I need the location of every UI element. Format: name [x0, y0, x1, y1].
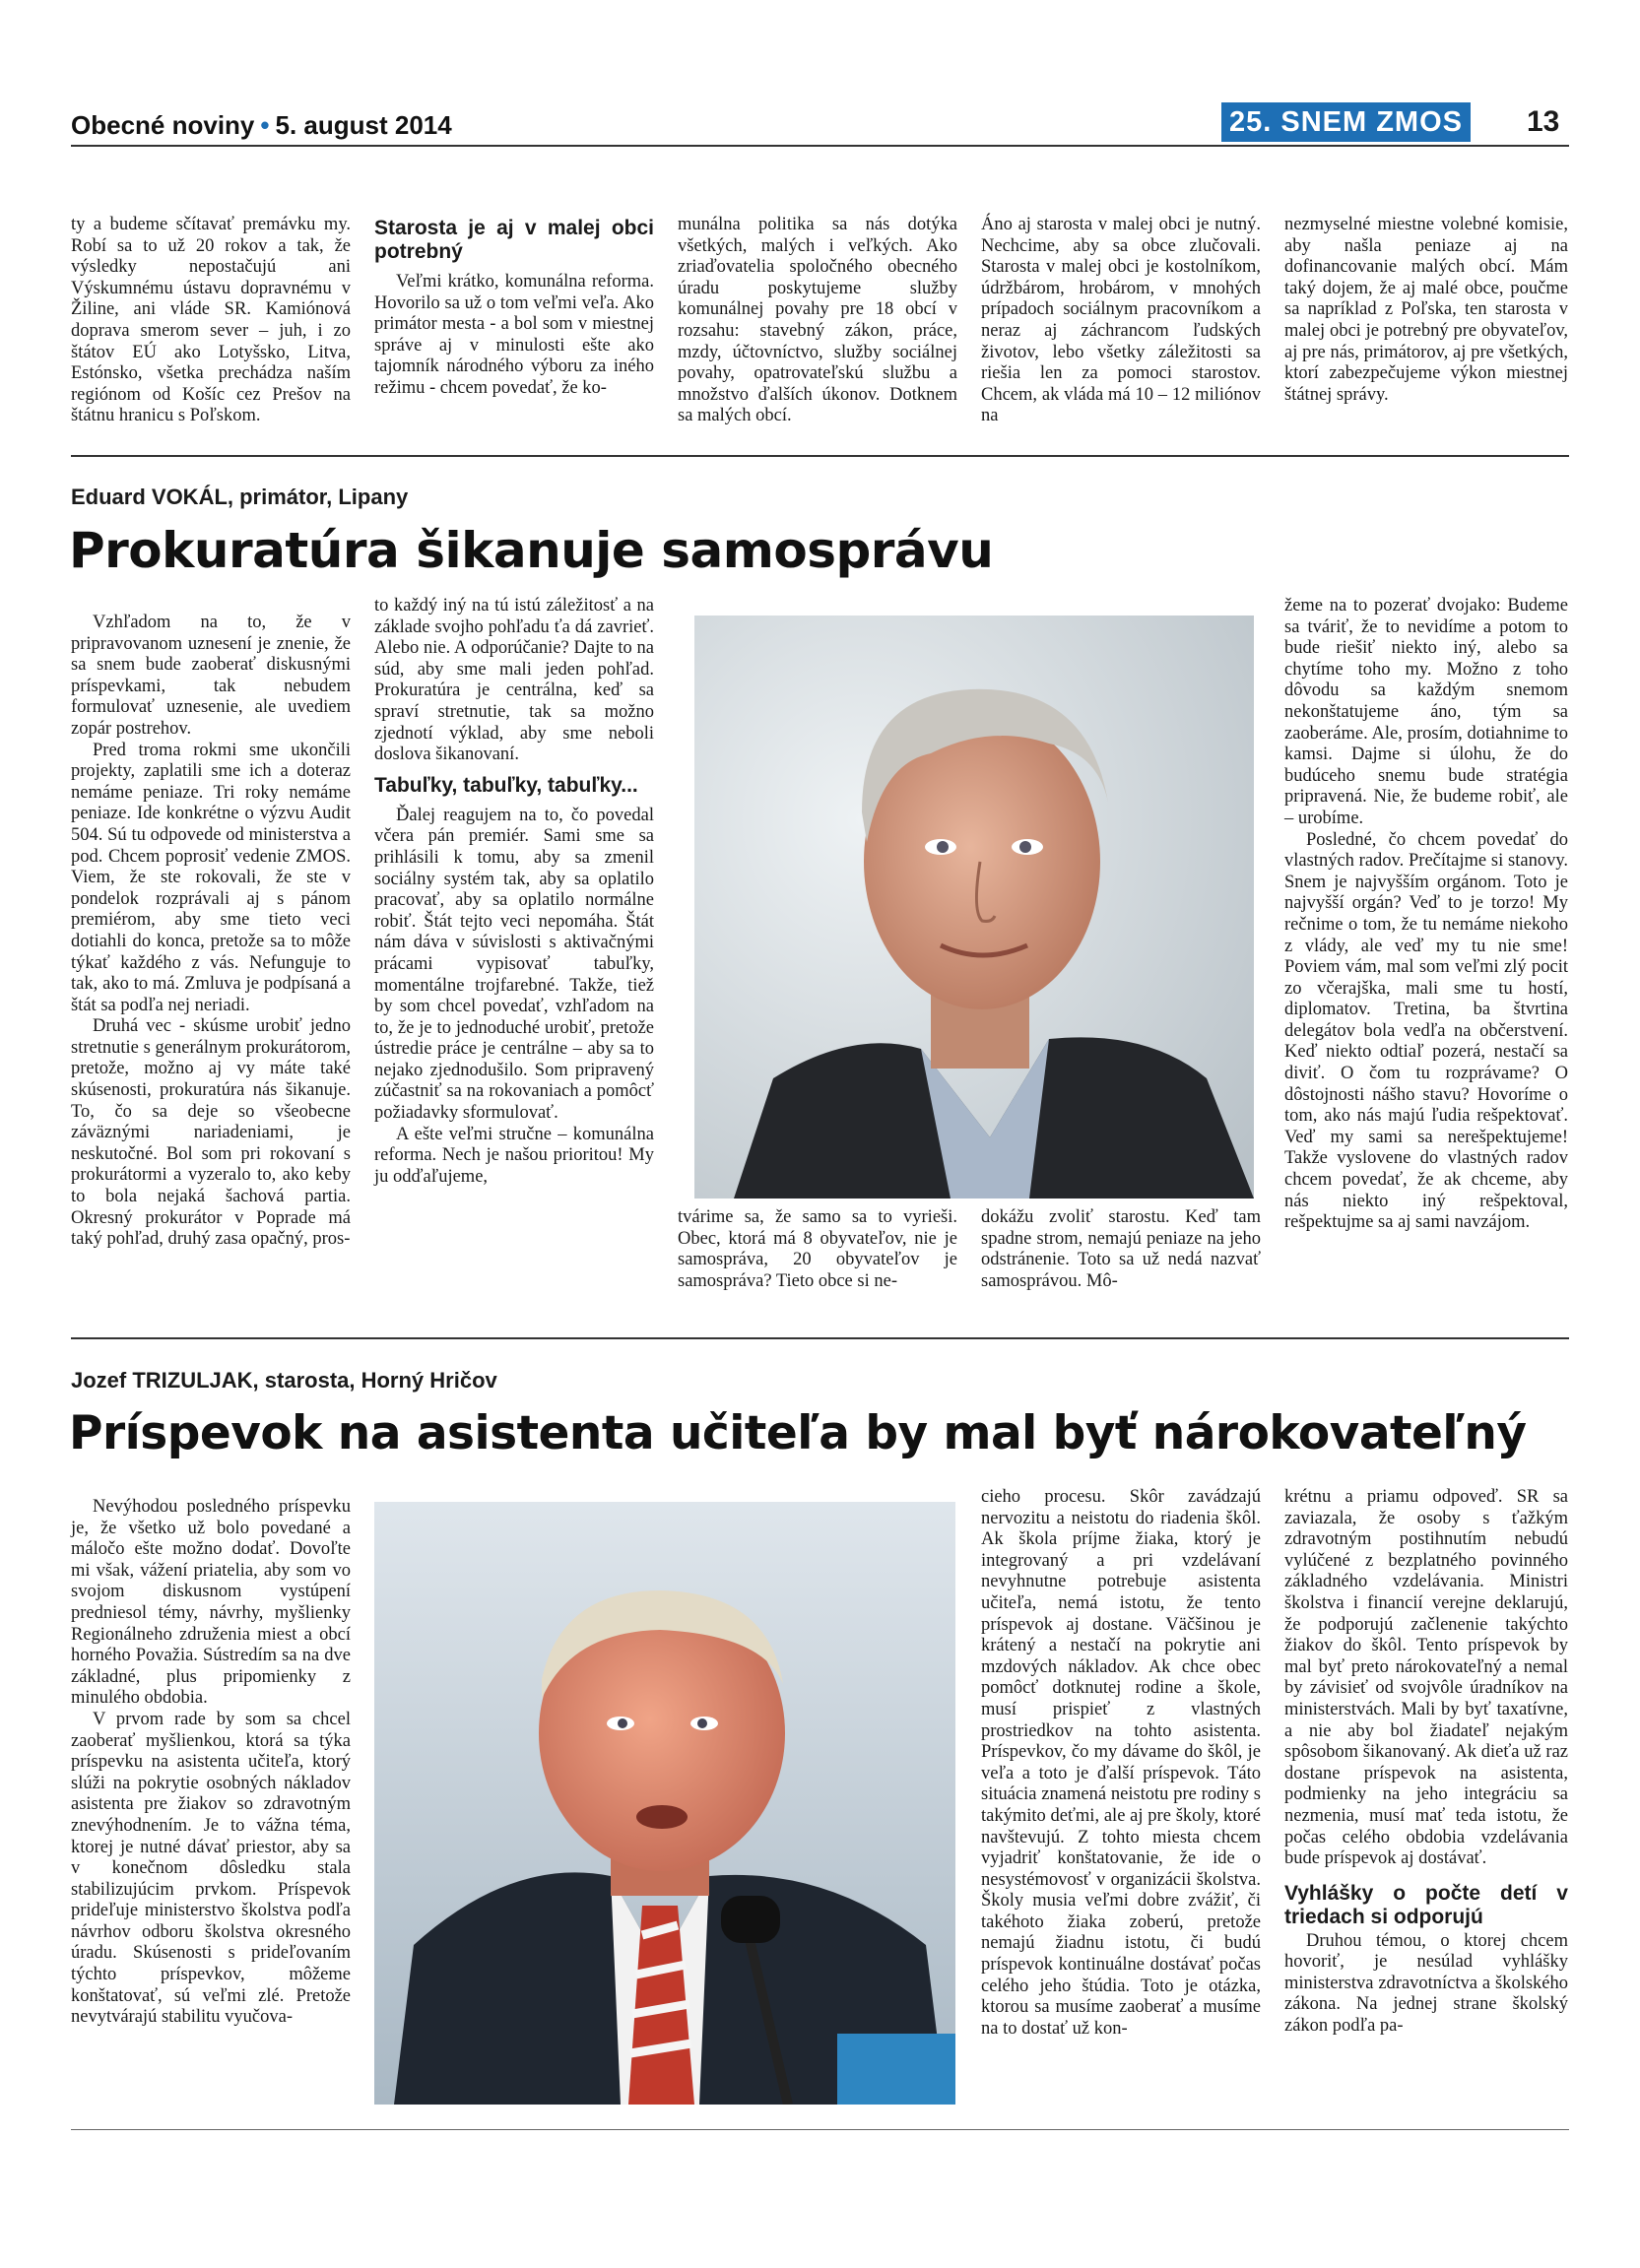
article1-paragraph: Posledné, čo chcem povedať do vlastných radov. Prečítajme si stanovy. Snem je najvyšším orgánom. Toto je najvyšší orgán? Veď to je torzo! My rečnime o tom, že tu nemáme niekoho z vlády, ale veď my tu nie sme! Poviem vám, mal som veľmi zlý pocit zo včerajška, mali sme tu hostí, diplomatov. Tretina, ba štvrtina delegátov bola vedľa na občerstvení. Keď niekto odtiaľ pozerá, nestačí sa diviť. O čom tu rozprávame? O dôstojnosti nášho stavu? Hovoríme o tom, ako nás majú ľudia rešpektovať. Veď my sami sa nerešpektujeme! Takže vyslovene do vlastných radov chcem povedať, že ak chceme, aby nás niekto iný rešpektoval, rešpektujme sa aj sami navzájom.: [1284, 829, 1568, 1233]
top-col-5: [1284, 215, 1568, 406]
top-col-5-text: nezmyselné miestne volebné komisie, aby našla peniaze aj na dofinancovanie malých obcí. Mám taký dojem, že aj malé obce, poučme sa napríklad z Poľska, ten starosta v malej obci je potrebný pre obyvateľov, aj pre nás, primátorov, aj pre všetkých, ktorí zabezpečujeme výkon miestnej štátnej správy.: [1284, 215, 1568, 405]
speaker-illustration: [374, 1502, 955, 2105]
article1-col-5: [1284, 596, 1568, 1234]
article2-paragraph: krétnu a priamu odpoveď. SR sa zaviazala, že osoby s ťažkým zdravotným postihnutím nebudú vylúčené z bezplatného povinného základného vzdelávania. Ministri školstva i financií verejne deklarujú, že podporujú začlenenie takýchto žiakov do škôl. Tento príspevok by mal byť preto nárokovateľný a nemal by závisieť od svojvôle úradníkov na ministerstvách. Mali by byť taxatívne, a nie aby bol žiadateľ nejakým spôsobom šikanovaný. Ak dieťa už raz dostane príspevok na asistenta, podmienky na jeho integráciu sa nezmenia, musí mať teda istotu, že počas celého obdobia vzdelávania bude príspevok aj dostávať.: [1284, 1487, 1568, 1869]
article1-paragraph: Druhá vec - skúsme urobiť jedno stretnutie s generálnym prokurátorom, pretože, možno aj vy máte také skúsenosti, prokuratúra nás šikanuje. To, čo sa deje so všeobecne záväznými nariadeniami, je neskutočné. Bol som pri rokovaní s prokurátormi a vyzeralo to, ako keby to bola nejaká šachová partia. Okresný prokurátor v Poprade má taký pohľad, druhý zasa opačný, pros-: [71, 1016, 351, 1250]
bullet-separator: •: [260, 110, 270, 140]
top-col-4-text: Áno aj starosta v malej obci je nutný. Nechcime, aby sa obce zlučovali. Starosta v malej obci je kostolníkom, údržbárom, hrobárom, v mnohých prípadoch sociálnym pracovníkom a neraz aj záchrancom ľudských životov, lebo všetky záležitosti sa riešia len za pomoci starostov. Chcem, ak vláda má 10 – 12 miliónov na: [981, 215, 1261, 426]
article2-byline: Jozef TRIZULJAK, starosta, Horný Hričov: [71, 1368, 497, 1393]
top-col-3-text: munálna politika sa nás dotýka všetkých, malých i veľkých. Ako zriaďovatelia spoločného obecného úradu poskytujeme služby komunálnej povahy pre 18 obcí v rozsahu: stavebný zákon, práce, mzdy, účtovníctvo, služby sociálnej povahy, opatrovateľskú službu a množstvo ďalších úkonov. Dotknem sa malých obcí.: [678, 215, 957, 426]
article-divider-2: [71, 1337, 1569, 1339]
top-col-1-text: ty a budeme sčítavať premávku my. Robí sa to už 20 rokov a tak, že výsledky nepostačujú ani Výskumnému ústavu dopravnému v Žiline, ani vláde SR. Kamiónová doprava smerom sever – juh, i zo štátov EÚ ako Lotyšsko, Litva, Estónsko, všetka prechádza naším regiónom od Košíc cez Prešov na štátnu hranicu s Poľskom.: [71, 215, 351, 426]
article1-paragraph: žeme na to pozerať dvojako: Budeme sa tváriť, že to nevidíme a potom to bude riešiť niekto iný, alebo sa chytíme toho my. Možno z toho dôvodu sa každým snemom nekonštatujeme áno, tým sa zaoberáme. Ale, prosím, dotiahnime to kamsi. Dajme si úlohu, že do budúceho snemu bude stratégia pripravená. Nie, že budeme robiť, ale – urobíme.: [1284, 596, 1568, 828]
article1-paragraph: tvárime sa, že samo sa to vyrieši. Obec, ktorá má 8 obyvateľov, nie je samospráva, 20 obyvateľov je samospráva? Tieto obce si ne-: [678, 1207, 957, 1291]
article1-paragraph: Pred troma rokmi sme ukončili projekty, zaplatili sme ich a doteraz nemáme peniaze. Tri roky nemáme peniaze. Ide konkrétne o výzvu Audit 504. Sú tu odpovede od ministerstva a pod. Chcem poprosiť vedenie ZMOS. Viem, že ste rokovali, že ste v pondelok rozprávali aj s pánom premiérom, aby sme tieto veci dotiahli do konca, pretože sa to môže týkať každého z vás. Nefunguje to tak, ako to má. Zmluva je podpísaná a štát sa podľa nej neriadi.: [71, 740, 351, 1015]
article1-paragraph: Vzhľadom na to, že v pripravovanom uznesení je znenie, že sa snem bude zaoberať diskusnými príspevkami, tak nebudem formulovať uznesenie, ale uvediem zopár postrehov.: [71, 613, 351, 739]
article1-paragraph: A ešte veľmi stručne – komunálna reforma. Nech je našou prioritou! My ju odďaľujeme,: [374, 1124, 654, 1187]
article1-headline: Prokuratúra šikanuje samosprávu: [69, 522, 994, 579]
article2-headline: Príspevok na asistenta učiteľa by mal byť nárokovateľný: [69, 1406, 1527, 1460]
top-col-3: [678, 215, 957, 427]
article-divider-1: [71, 455, 1569, 457]
article1-col-2: [374, 596, 654, 1188]
article2-paragraph: Druhou témou, o ktorej chcem hovoriť, je nesúlad vyhlášky ministerstva zdravotníctva a školského zákona. Na jednej strane školský zákon podľa pa-: [1284, 1930, 1568, 2037]
article1-col-3: [678, 1207, 957, 1292]
page-header: [71, 110, 452, 141]
top-col-1: [71, 215, 351, 427]
article2-col-1: [71, 1497, 351, 2029]
portrait-photo-vokal: [694, 616, 1254, 1199]
paper-name: Obecné noviny: [71, 110, 255, 140]
article1-paragraph: Ďalej reagujem na to, čo povedal včera pán premiér. Sami sme sa prihlásili k tomu, aby sa zmenil sociálny systém tak, aby sa oplatilo pracovať, aby sa oplatilo normálne robiť. Štát tejto veci nepomáha. Štát nám dáva v súvislosti s aktivačnými prácami vypisovať tabuľky, momentálne trojfarebné. Takže, tiež by som chcel povedať, vzhľadom na to, že je to jednoduché urobiť, pretože ústredie práce je centrálne – aby sa to nejako zjednodušilo. Som pripravený zúčastniť sa na rokovaniach a pomôcť požiadavky sformulovať.: [374, 805, 654, 1124]
article2-col-5: [1284, 1487, 1568, 2038]
article1-paragraph: to každý iný na tú istú záležitosť a na základe svojho pohľadu ťa dá zavrieť. Alebo nie. A odporúčanie? Dajte to na súd, aby sme mali jeden pohľad. Prokuratúra je centrálna, keď sa spraví stretnutie, tak sa možno zjednotí výklad, aby sme neboli doslova šikanovaní.: [374, 596, 654, 765]
issue-date: 5. august 2014: [275, 110, 452, 140]
top-col-2: [374, 215, 654, 400]
article2-subhead: Vyhlášky o počte detí v triedach si odporujú: [1284, 1881, 1568, 1928]
section-tag: 25. SNEM ZMOS: [1221, 102, 1471, 142]
article1-paragraph: dokážu zvoliť starostu. Keď tam spadne strom, nemajú peniaze na jeho odstránenie. Toto sa už nedá nazvať samosprávou. Mô-: [981, 1207, 1261, 1291]
footer-rule: [71, 2129, 1569, 2130]
top-col-4: [981, 215, 1261, 427]
article1-col-1: [71, 613, 351, 1251]
article2-col-4: [981, 1487, 1261, 2040]
portrait-illustration: [694, 616, 1254, 1199]
article2-paragraph: cieho procesu. Skôr zavádzajú nervozitu a neistotu do riadenia škôl. Ak škola príjme žiaka, ktorý je integrovaný a pri vzdelávaní nevyhnutne potrebuje asistenta učiteľa, nemá istotu, že tento príspevok aj dostane. Väčšinou je krátený a nestačí na pokrytie ani mzdových nákladov. Ak chce obec pomôcť dotknutej rodine a škole, musí prispieť z vlastných prostriedkov na tohto asistenta. Príspevkov, čo my dávame do škôl, je veľa a toto je ďalší príspevok. Táto situácia znamená neistotu pre rodiny s takýmito deťmi, ale aj pre školy, ktoré navštevujú. Z tohto miesta chcem vyjadriť konštatovanie, že ide o nesystémovosť v organizácii školstva. Školy musia veľmi dobre zvážiť, či takéhoto žiaka zoberú, pretože nemajú žiadnu istotu, či budú príspevok kontinuálne dostávať počas celého jeho štúdia. Toto je otázka, ktorou sa musíme zaoberať a musíme na to dostať už kon-: [981, 1487, 1261, 2039]
page-number: 13: [1527, 105, 1560, 138]
article1-subhead: Tabuľky, tabuľky, tabuľky...: [374, 773, 638, 797]
header-rule: [71, 145, 1569, 147]
article1-byline: Eduard VOKÁL, primátor, Lipany: [71, 485, 409, 509]
article1-col-4: [981, 1207, 1261, 1292]
top-subhead: Starosta je aj v malej obci potrebný: [374, 217, 654, 263]
article2-paragraph: Nevýhodou posledného príspevku je, že všetko už bolo povedané a máločo ešte možno dodať. Dovoľte mi však, vážení priatelia, aby som vo svojom diskusnom vystúpení predniesol témy, návrhy, myšlienky Regionálneho združenia miest a obcí horného Považia. Sústredím sa na dve základné, plus pripomienky z minulého obdobia.: [71, 1497, 351, 1709]
article2-paragraph: V prvom rade by som sa chcel zaoberať myšlienkou, ktorá sa týka príspevku na asistenta učiteľa, ktorý slúži na pokrytie osobných nákladov asistenta pre žiakov so zdravotným znevýhodnením. Je to vážna téma, ktorej je nutné dávať priestor, aby sa v konečnom dôsledku stala stabilizujúcim prvkom. Príspevok prideľuje ministerstvo školstva podľa návrhov odboru školstva okresného úradu. Skúsenosti s prideľovaním týchto príspevkov, môžeme konštatovať, sú veľmi zlé. Pretože nevytvárajú stabilitu vyučova-: [71, 1709, 351, 2028]
portrait-photo-trizuljak: [374, 1502, 955, 2105]
top-col-2-text: Veľmi krátko, komunálna reforma. Hovorilo sa už o tom veľmi veľa. Ako primátor mesta - a bol som v miestnej správe aj v minulosti ešte ako tajomník národného výboru za iného režimu - chcem povedať, že ko-: [374, 272, 654, 398]
